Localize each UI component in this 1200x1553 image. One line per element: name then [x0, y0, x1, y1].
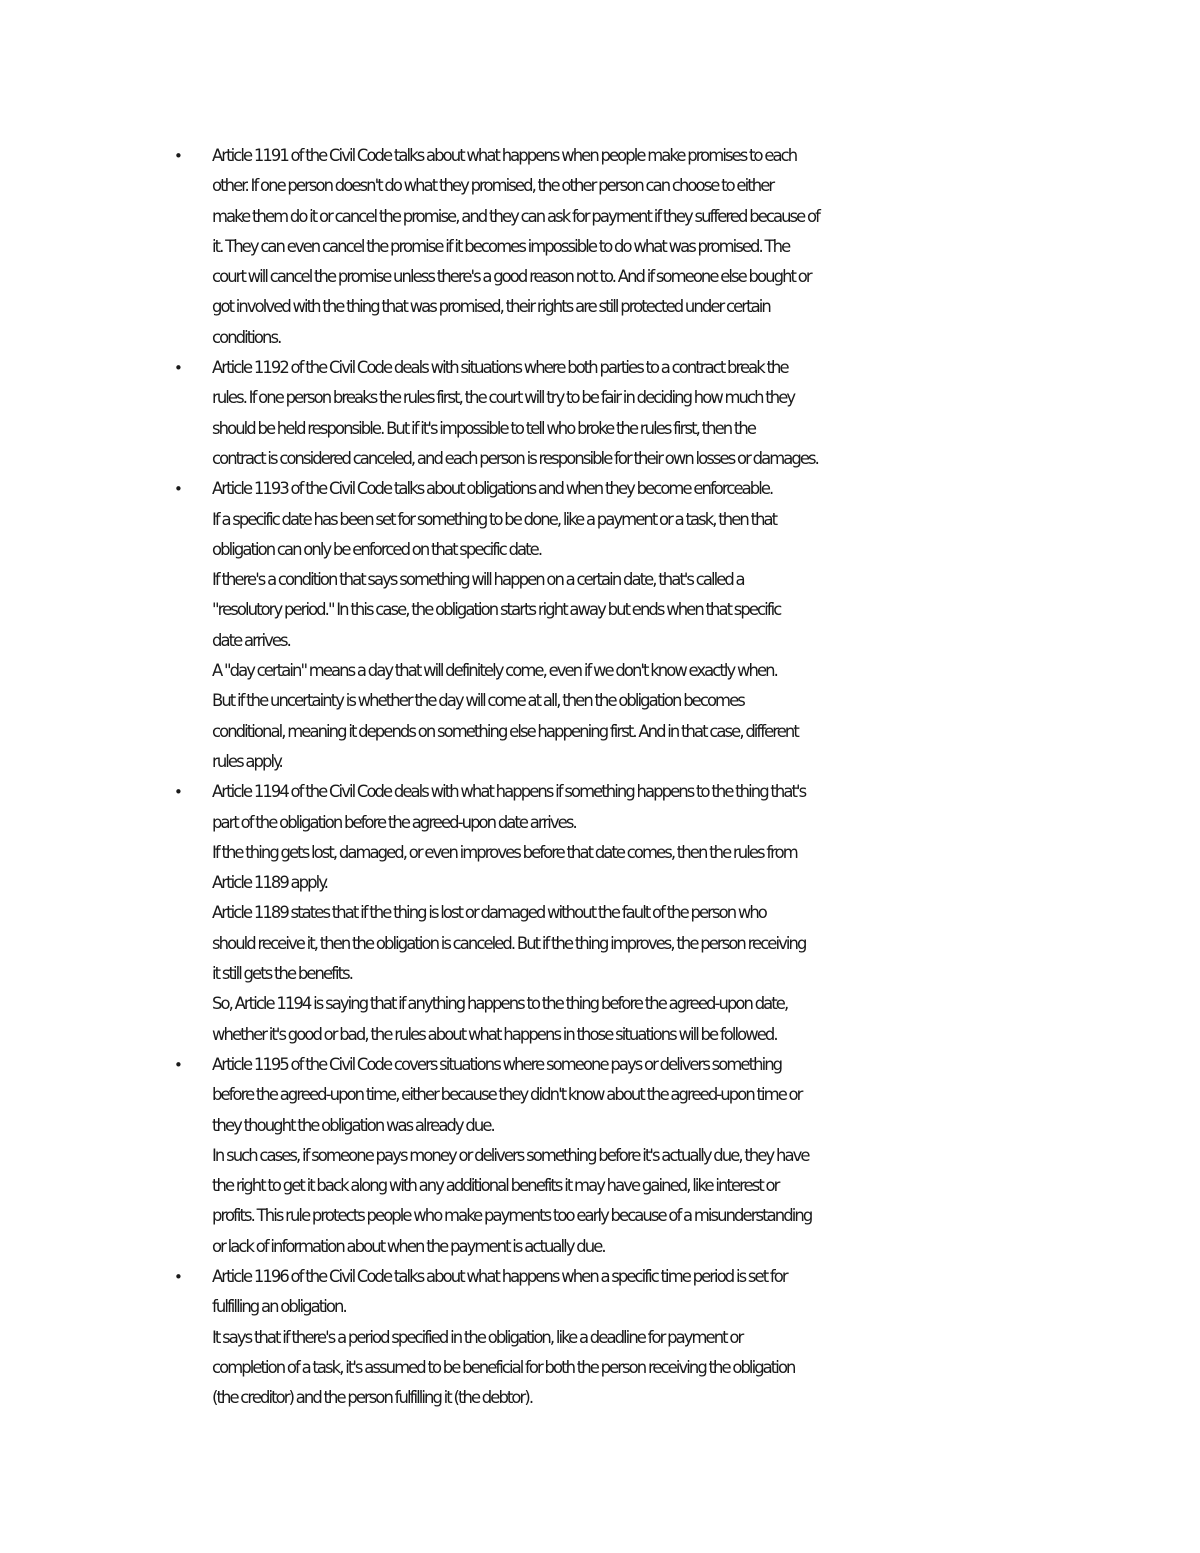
text-line: court will cancel the promise unless there's a good reason not to. And if someone else bought or	[212, 267, 811, 287]
text-line: make them do it or cancel the promise, and they can ask for payment if they suffered because of	[212, 206, 819, 226]
text-line: completion of a task, it's assumed to be beneficial for both the person receiving the obligation	[212, 1357, 795, 1377]
text-line: "resolutory period." In this case, the obligation starts right away but ends when that specific	[212, 600, 781, 620]
text-line: got involved with the thing that was promised, their rights are still protected under certain	[212, 297, 770, 317]
text-line: they thought the obligation was already due.	[212, 1115, 494, 1135]
list-item-article-1192	[0, 353, 1200, 474]
text-line: In such cases, if someone pays money or delivers something before it's actually due, they have	[212, 1145, 809, 1165]
bullet-icon: •	[174, 359, 183, 378]
list-item-article-1196	[0, 1262, 1200, 1413]
text-line: should receive it, then the obligation is canceled. But if the thing improves, the person receiving	[212, 933, 806, 953]
text-line: conditions.	[212, 327, 281, 347]
text-line: Article 1189 apply.	[212, 873, 328, 893]
list-item-article-1193	[0, 474, 1200, 777]
text-line: before the agreed-upon time, either because they didn't know about the agreed-upon time or	[212, 1085, 802, 1105]
bullet-icon: •	[174, 1267, 183, 1286]
text-line: date arrives.	[212, 630, 290, 650]
text-line: it. They can even cancel the promise if it becomes impossible to do what was promised. The	[212, 236, 790, 256]
text-line: Article 1189 states that if the thing is lost or damaged without the fault of the person who	[212, 903, 766, 923]
text-line: If there's a condition that says something will happen on a certain date, that's called a	[212, 570, 744, 590]
text-line: If a specific date has been set for something to be done, like a payment or a task, then that	[212, 509, 777, 529]
text-line: whether it's good or bad, the rules about what happens in those situations will be followed.	[212, 1024, 777, 1044]
bullet-icon: •	[174, 480, 183, 499]
text-line: conditional, meaning it depends on something else happening first. And in that case, different	[212, 721, 798, 741]
bullet-icon: •	[174, 783, 183, 802]
text-line: the right to get it back along with any additional benefits it may have gained, like interest or	[212, 1176, 779, 1196]
text-line: Article 1196 of the Civil Code talks about what happens when a specific time period is set for	[212, 1266, 787, 1286]
text-line: Article 1192 of the Civil Code deals with situations where both parties to a contract break the	[212, 358, 788, 378]
bullet-icon: •	[174, 1055, 183, 1074]
text-line: it still gets the benefits.	[212, 964, 353, 984]
bullet-icon: •	[174, 147, 183, 165]
list-item-article-1191	[0, 141, 1200, 353]
text-line: profits. This rule protects people who make payments too early because of a misunderstanding	[212, 1206, 812, 1226]
text-line: But if the uncertainty is whether the day will come at all, then the obligation becomes	[212, 691, 744, 711]
text-line: Article 1193 of the Civil Code talks about obligations and when they become enforceable.	[212, 479, 773, 499]
text-line: should be held responsible. But if it's impossible to tell who broke the rules first, then the	[212, 418, 756, 438]
text-line: So, Article 1194 is saying that if anything happens to the thing before the agreed-upon date,	[212, 994, 788, 1014]
text-line: If the thing gets lost, damaged, or even improves before that date comes, then the rules from	[212, 842, 797, 862]
text-line: other. If one person doesn't do what they promised, the other person can choose to either	[212, 176, 774, 196]
text-line: (the creditor) and the person fulfilling it (the debtor).	[212, 1388, 533, 1408]
text-line: Article 1191 of the Civil Code talks about what happens when people make promises to each	[212, 146, 797, 165]
text-line: part of the obligation before the agreed-upon date arrives.	[212, 812, 576, 832]
list-item-article-1195	[0, 1050, 1200, 1262]
text-line: contract is considered canceled, and each person is responsible for their own losses or damages.	[212, 448, 818, 468]
text-line: fulfilling an obligation.	[212, 1297, 346, 1317]
text-line: Article 1195 of the Civil Code covers situations where someone pays or delivers something	[212, 1054, 782, 1074]
list-item-article-1194	[0, 777, 1200, 1050]
text-line: Article 1194 of the Civil Code deals with what happens if something happens to the thing that's	[212, 782, 806, 802]
text-line: A "day certain" means a day that will definitely come, even if we don't know exactly when.	[212, 661, 777, 681]
text-line: rules. If one person breaks the rules first, the court will try to be fair in deciding how much they	[212, 388, 795, 408]
text-line: obligation can only be enforced on that specific date.	[212, 539, 542, 559]
text-line: rules apply.	[212, 751, 282, 771]
article-list	[0, 141, 1200, 1413]
text-line: or lack of information about when the payment is actually due.	[212, 1236, 605, 1256]
text-line: It says that if there's a period specified in the obligation, like a deadline for payment or	[212, 1327, 743, 1347]
